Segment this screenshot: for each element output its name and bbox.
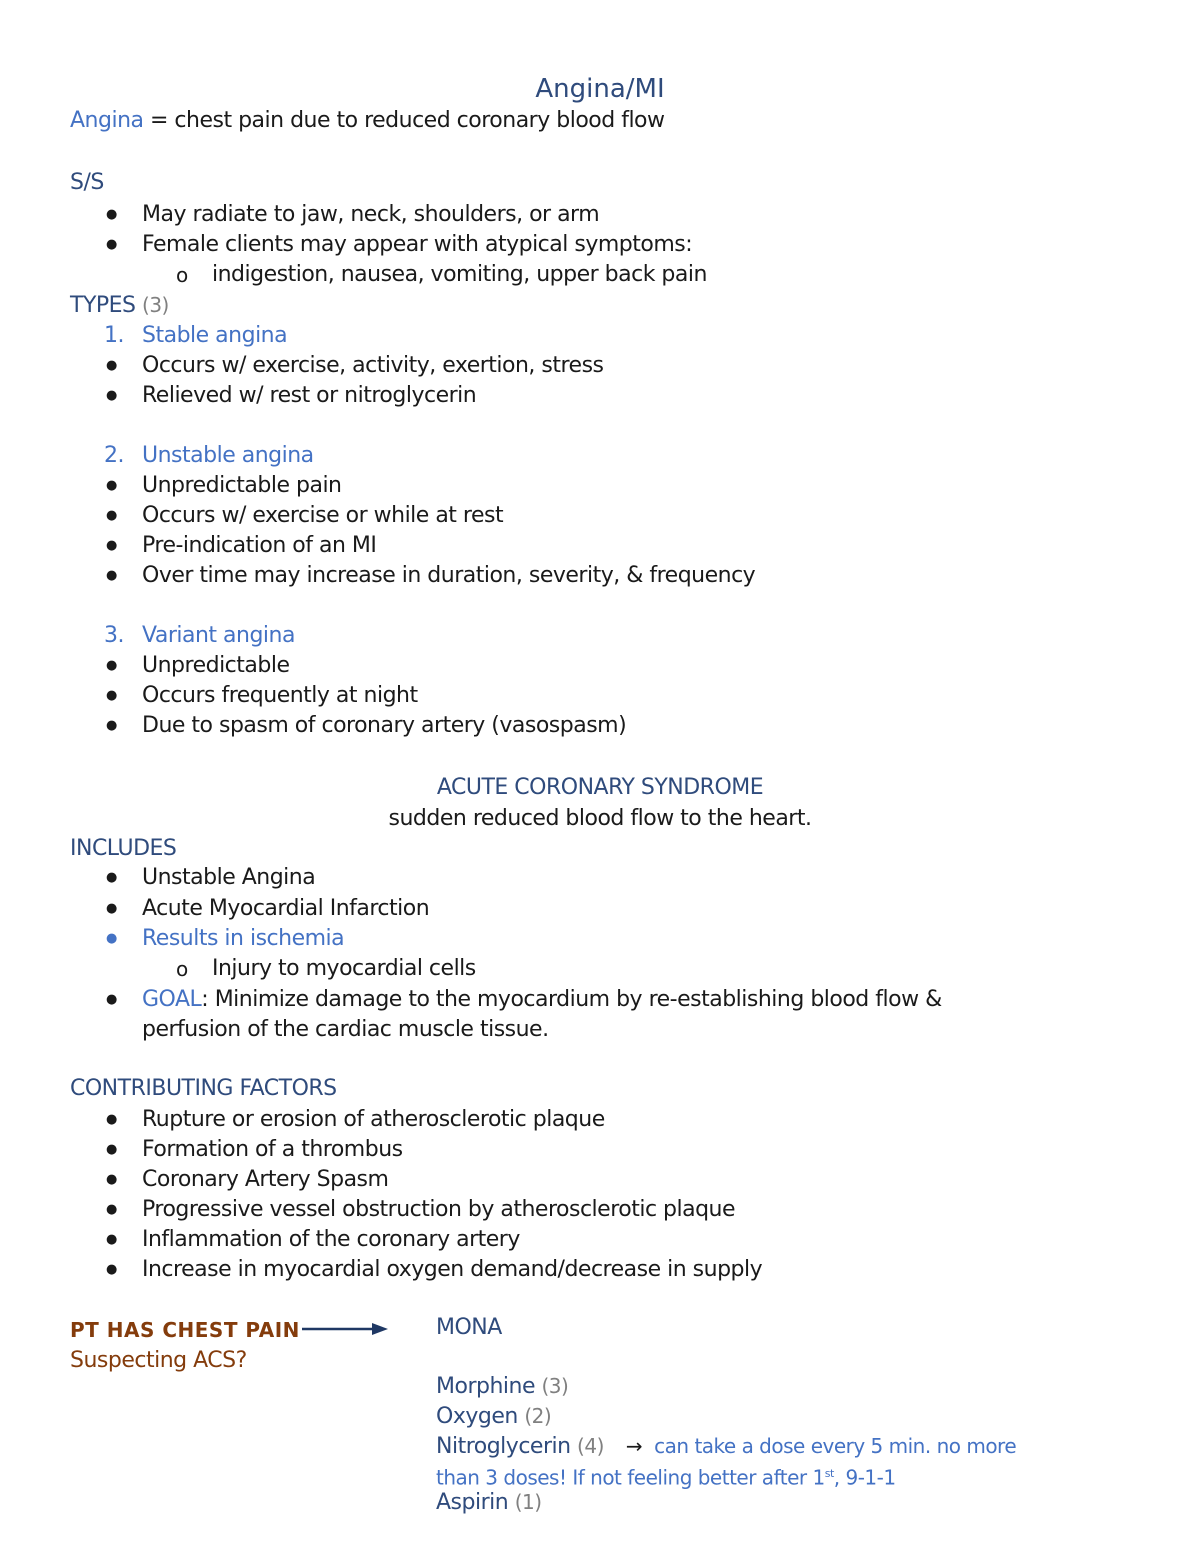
- type-unstable-title: [104, 441, 314, 471]
- nitro-note: can take a dose every 5 min. no more: [654, 1434, 1017, 1458]
- mona-aspirin: [436, 1487, 542, 1518]
- drug-name: Nitroglycerin: [436, 1434, 571, 1459]
- drug-name: Morphine: [436, 1374, 535, 1399]
- drug-order: (3): [541, 1374, 569, 1398]
- mona-heading: MONA: [436, 1315, 502, 1340]
- drug-name: Oxygen: [436, 1404, 518, 1429]
- types-count: (3): [142, 293, 169, 317]
- arrow-right-icon: [302, 1321, 388, 1337]
- type-number: 2.: [104, 443, 124, 468]
- drug-order: (4): [577, 1434, 604, 1458]
- list-item: ● Unstable Angina: [142, 863, 315, 893]
- nitro-note-superscript: st: [824, 1467, 834, 1480]
- definition-term: Angina: [70, 108, 144, 133]
- list-item: ● Pre-indication of an MI: [142, 531, 376, 561]
- definition-text: = chest pain due to reduced coronary blood flow: [143, 108, 665, 133]
- drug-name: Aspirin: [436, 1490, 509, 1515]
- list-item: ● Progressive vessel obstruction by atherosclerotic plaque: [142, 1195, 735, 1225]
- list-item: ● Over time may increase in duration, severity, & frequency: [142, 561, 755, 591]
- nitro-note-end: , 9-1-1: [833, 1465, 896, 1490]
- list-item: ● Coronary Artery Spasm: [142, 1165, 388, 1195]
- types-heading-text: TYPES: [70, 293, 136, 318]
- list-item: ● Female clients may appear with atypical symptoms:: [142, 230, 692, 260]
- list-item: ● Unpredictable: [142, 651, 290, 681]
- type-name: Stable angina: [142, 323, 288, 348]
- drug-order: (1): [514, 1490, 542, 1514]
- page-title: Angina/MI: [535, 74, 665, 104]
- drug-order: (2): [524, 1404, 552, 1428]
- type-name: Variant angina: [142, 623, 295, 648]
- types-heading: [70, 290, 169, 321]
- sub-list-item: o Injury to myocardial cells: [212, 954, 476, 984]
- type-name: Unstable angina: [142, 443, 314, 468]
- chest-pain-label: PT HAS CHEST PAIN: [70, 1318, 300, 1342]
- list-item: ● Rupture or erosion of atherosclerotic plaque: [142, 1105, 605, 1135]
- type-number: 1.: [104, 323, 124, 348]
- list-item: ● Inflammation of the coronary artery: [142, 1225, 520, 1255]
- ss-heading: S/S: [70, 170, 104, 195]
- type-number: 3.: [104, 623, 124, 648]
- list-item-goal: [142, 985, 942, 1015]
- list-item: ● Relieved w/ rest or nitroglycerin: [142, 381, 476, 411]
- list-item: ● Formation of a thrombus: [142, 1135, 403, 1165]
- list-item: ● Occurs w/ exercise, activity, exertion, stress: [142, 351, 604, 381]
- goal-text: : Minimize damage to the myocardium by re-establishing blood flow &: [201, 987, 942, 1012]
- mona-nitroglycerin: [436, 1431, 1016, 1462]
- type-variant-title: [104, 621, 295, 651]
- goal-label: GOAL: [142, 987, 202, 1012]
- suspecting-acs-label: Suspecting ACS?: [70, 1348, 247, 1373]
- list-item: ● Unpredictable pain: [142, 471, 342, 501]
- list-item: ● Occurs w/ exercise or while at rest: [142, 501, 503, 531]
- list-item: ● Acute Myocardial Infarction: [142, 894, 429, 924]
- sub-list-item: o indigestion, nausea, vomiting, upper back pain: [212, 260, 707, 290]
- list-item: ● Occurs frequently at night: [142, 681, 418, 711]
- mona-morphine: [436, 1371, 568, 1402]
- acs-subtitle: sudden reduced blood flow to the heart.: [388, 806, 812, 831]
- list-item-ischemia: ● Results in ischemia: [142, 924, 344, 954]
- acs-heading: ACUTE CORONARY SYNDROME: [436, 775, 764, 800]
- type-stable-title: [104, 321, 287, 351]
- list-item: ● May radiate to jaw, neck, shoulders, or arm: [142, 200, 599, 230]
- mona-oxygen: [436, 1401, 551, 1432]
- list-item: ● Increase in myocardial oxygen demand/decrease in supply: [142, 1255, 762, 1285]
- list-item: ● Due to spasm of coronary artery (vasospasm): [142, 711, 626, 741]
- includes-heading: INCLUDES: [70, 836, 177, 861]
- arrow-icon: →: [625, 1434, 643, 1458]
- nitro-note-text: than 3 doses! If not feeling better after 1: [436, 1465, 825, 1490]
- angina-definition: [70, 106, 665, 136]
- goal-text-continued: perfusion of the cardiac muscle tissue.: [142, 1017, 549, 1042]
- factors-heading: CONTRIBUTING FACTORS: [70, 1076, 337, 1101]
